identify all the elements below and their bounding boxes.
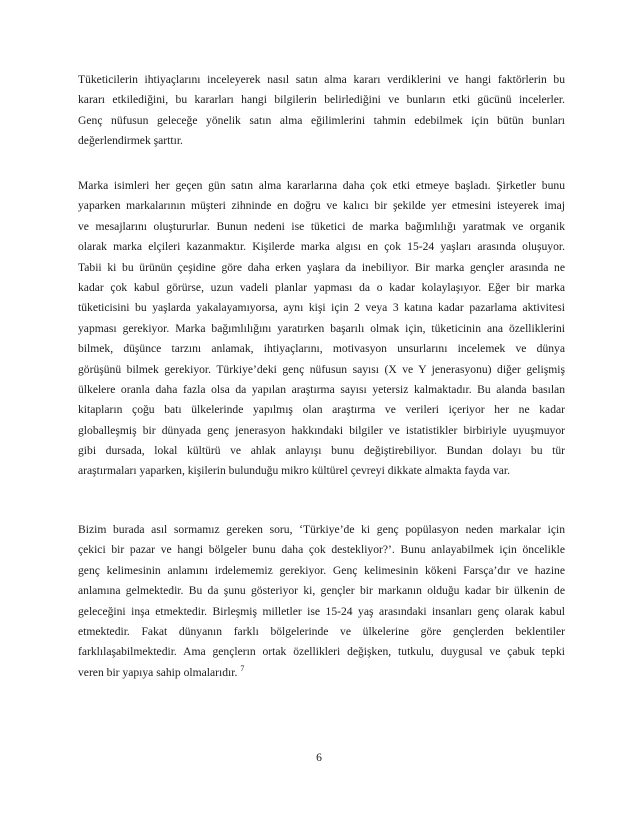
page-number: 6 xyxy=(316,751,322,764)
paragraph-line: çekici bir pazar ve hangi bölgeler bunu daha çok destekliyor?’. Bunu anlayabilmek için öncelikle xyxy=(78,543,565,557)
paragraph-line: yaparken markalarının müşteri zihninde en doğru ve kalıcı bir şekilde yer etmesini isteyerek imaj xyxy=(78,199,565,213)
paragraph-line-text: veren bir yapıya sahip olmalarıdır. xyxy=(78,665,238,679)
paragraph-line: araştırmaları yaparken, kişilerin bulunduğu mikro kültürel çevreyi dikkate almakta fayda var. xyxy=(78,464,511,478)
paragraph-line: kararı etkilediğini, bu kararları hangi bilgilerin belirlediğini ve bunların etki gücünü incelerler. xyxy=(78,93,565,107)
paragraph-line: farklılaşabilmektedir. Ama gençlerın ortak özellikleri değişken, tutkulu, duygusal ve çabuk tepki xyxy=(78,645,565,659)
paragraph-line: tüketicisini bu yaşlarda yakalayamıyorsa, aynı kişi için 2 veya 3 katına kadar pazarlama aktivitesi xyxy=(78,301,565,315)
paragraph-line: kitapların çoğu batı ülkelerinde yapılmış olan araştırma ve verileri içeriyor her ne kadar xyxy=(78,403,565,417)
paragraph-line: anlamına gelmektedir. Bu da şunu gösteriyor ki, gençler bir markanın olduğu kadar bir ülkenin de xyxy=(78,584,565,598)
paragraph-line: ve mesajlarını oluştururlar. Bunun nedeni ise tüketici de marka bağımlılığı yaratmak ve organik xyxy=(78,219,565,233)
paragraph-line: genç kelimesinin anlamını irdelememiz gerekiyor. Genç kelimesinin kökeni Farsça’dır ve hazine xyxy=(78,563,565,577)
paragraph-line-final xyxy=(78,663,565,683)
paragraph-line: görüşünü bilmek gerekiyor. Türkiye’deki genç nüfusun sayısı (X ve Y jenerasyonu) diğer gelişmiş xyxy=(78,362,565,376)
paragraph-line: Tüketicilerin ihtiyaçlarını inceleyerek nasıl satın alma kararı verdiklerini ve hangi faktörlerin bu xyxy=(78,73,565,86)
paragraph-line: bilmek, düşünce tarzını anlamak, ihtiyaçlarını, motivasyon unsurlarını incelemek ve dünya xyxy=(78,342,565,356)
paragraph-line: yapması gerekiyor. Marka bağımlılığını yaratırken başarılı olmak için, tüketicinin ana özelliklerini xyxy=(78,321,565,335)
paragraph-line: ülkelere oranla daha fazla olsa da yapılan araştırma sayısı yetersiz kalmaktadır. Bu alanda basılan xyxy=(78,382,565,396)
footnote-reference[interactable]: 7 xyxy=(240,663,245,673)
paragraph-brand-names xyxy=(78,176,565,482)
paragraph-consumer-analysis xyxy=(78,70,565,152)
paragraph-line: globalleşmiş bir dünyada genç jenerasyon hakkındaki bilgiler ve istatistikler birbiriyle uyuşmuyor xyxy=(78,423,565,437)
paragraph-line: Bizim burada asıl sormamız gereken soru, ‘Türkiye’de ki genç popülasyon neden markalar için xyxy=(78,523,565,536)
paragraph-line: etmektedir. Fakat dünyanın farklı bölgelerinde ve ülkelerine göre gençlerden beklentiler xyxy=(78,624,565,638)
paragraph-line: Marka isimleri her geçen gün satın alma kararlarına daha çok etki etmeye başladı. Şirketler bunu xyxy=(78,179,565,192)
paragraph-line: kadar çok kabul görürse, uzun vadeli planlar yapması da o kadar kolaylaşıyor. Eğer bir marka xyxy=(78,280,565,294)
paragraph-line: Genç nüfusun geleceğe yönelik satın alma eğilimlerini tahmin edebilmek için bütün bunları xyxy=(78,113,565,127)
paragraph-line: Tabii ki bu ürünün çeşidine göre daha erken yaşlara da inebiliyor. Bir marka gençler arasında ne xyxy=(78,260,565,274)
paragraph-line: gibi dursada, lokal kültürü ve ahlak anlayışı bunu değiştirebiliyor. Bundan dolayı bu tür xyxy=(78,444,565,458)
paragraph-line: değerlendirmek şarttır. xyxy=(78,134,183,148)
paragraph-line: olarak marka elçileri kazanmaktır. Kişilerde marka algısı en çok 15-24 yaşları arasında oluşuyor. xyxy=(78,240,565,254)
paragraph-line: geleceğini inşa etmektedir. Birleşmiş milletler ise 15-24 yaş arasındaki insanları genç olarak kabul xyxy=(78,604,565,618)
paragraph-youth-market xyxy=(78,520,565,683)
